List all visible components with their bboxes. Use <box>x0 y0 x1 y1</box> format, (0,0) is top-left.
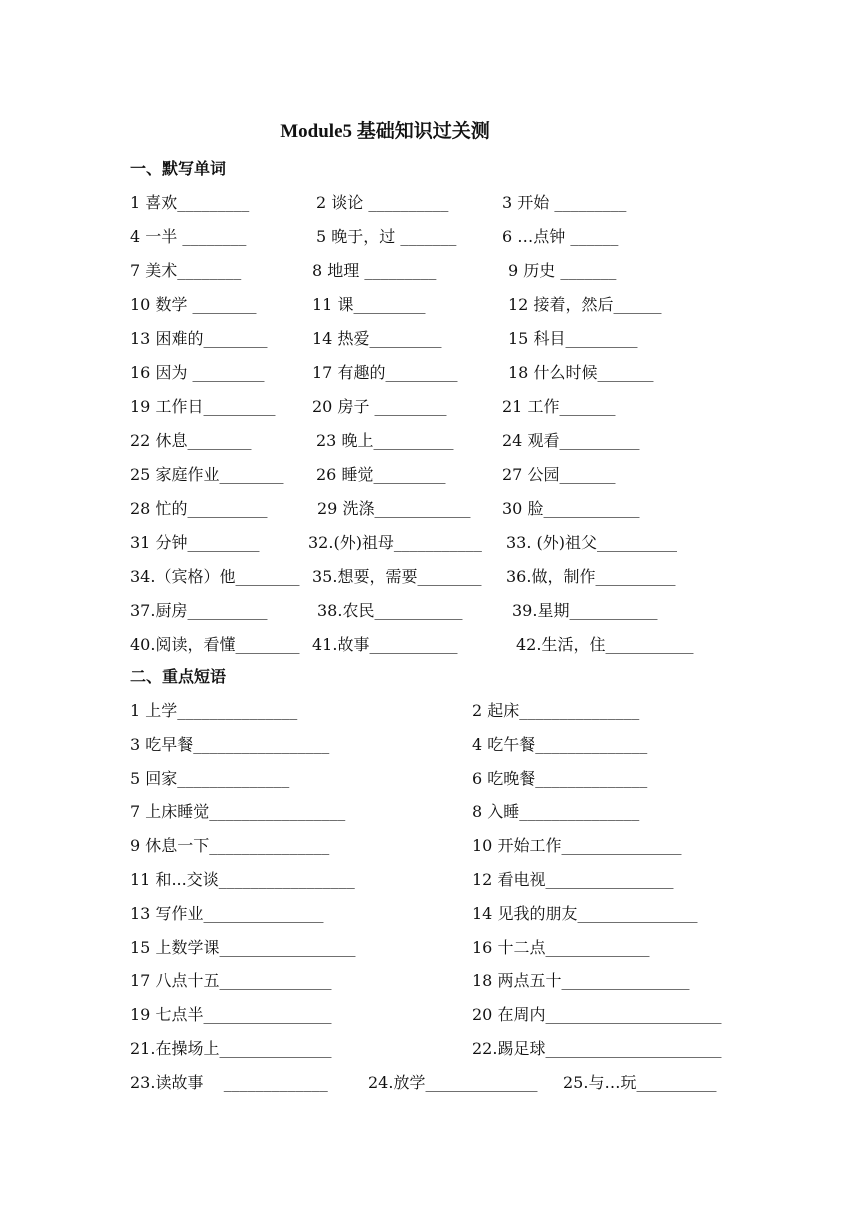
word-item: 18 什么时候_______ <box>508 363 654 382</box>
word-item: 19 工作日_________ <box>130 397 276 416</box>
phrase-item: 10 开始工作_______________ <box>472 836 682 856</box>
word-item: 29 洗涤____________ <box>317 499 471 518</box>
word-item: 37.厨房__________ <box>130 601 268 620</box>
phrase-item: 25.与…玩__________ <box>563 1073 717 1092</box>
word-item: 6 …点钟 ______ <box>502 227 619 246</box>
word-item: 17 有趣的_________ <box>312 363 458 382</box>
phrase-item: 23.读故事 _____________ <box>130 1073 328 1092</box>
phrase-item: 1 上学_______________ <box>130 701 298 720</box>
word-item: 22 休息________ <box>130 431 252 450</box>
word-item: 12 接着，然后______ <box>508 295 662 314</box>
phrase-item: 12 看电视________________ <box>472 870 674 889</box>
word-item: 33. (外)祖父__________ <box>506 533 678 552</box>
phrase-item: 11 和...交谈_________________ <box>130 870 355 889</box>
phrase-item: 20 在周内______________________ <box>472 1005 722 1025</box>
word-item: 9 历史 _______ <box>508 261 617 280</box>
page-title: Module5 基础知识过关测 <box>280 121 490 142</box>
section-heading-words: 一、默写单词 <box>130 159 227 178</box>
word-item: 26 睡觉_________ <box>316 465 446 484</box>
word-item: 34.（宾格）他________ <box>130 567 300 586</box>
phrase-item: 4 吃午餐______________ <box>472 734 648 754</box>
word-item: 7 美术________ <box>130 261 242 280</box>
phrase-item: 2 起床_______________ <box>472 701 640 720</box>
word-item: 14 热爱_________ <box>312 329 442 348</box>
phrase-item: 15 上数学课_________________ <box>130 937 356 957</box>
phrase-item: 18 两点五十________________ <box>472 971 690 991</box>
phrase-item: 9 休息一下_______________ <box>130 836 330 856</box>
phrase-item: 21.在操场上______________ <box>130 1039 332 1058</box>
word-item: 23 晚上__________ <box>316 431 454 450</box>
word-item: 39.星期___________ <box>512 601 658 620</box>
word-item: 2 谈论 __________ <box>316 193 449 212</box>
word-item: 21 工作_______ <box>502 397 616 416</box>
word-item: 42.生活，住___________ <box>516 635 694 654</box>
phrase-item: 24.放学______________ <box>368 1073 538 1092</box>
word-item: 11 课_________ <box>312 295 426 314</box>
phrase-item: 7 上床睡觉_________________ <box>130 802 346 822</box>
word-item: 5 晚于，过 _______ <box>316 227 457 246</box>
phrase-item: 13 写作业_______________ <box>130 903 324 923</box>
word-item: 10 数学 ________ <box>130 295 257 314</box>
phrase-item: 14 见我的朋友_______________ <box>472 903 698 923</box>
word-item: 32.(外)祖母___________ <box>308 533 482 552</box>
phrase-item: 3 吃早餐_________________ <box>130 734 330 754</box>
phrase-item: 6 吃晚餐______________ <box>472 768 648 788</box>
word-item: 8 地理 _________ <box>312 261 437 280</box>
phrase-item: 17 八点十五______________ <box>130 971 332 991</box>
word-item: 27 公园_______ <box>502 465 616 484</box>
word-item: 41.故事___________ <box>312 635 458 654</box>
word-item: 16 因为 _________ <box>130 363 265 382</box>
phrase-item: 22.踢足球______________________ <box>472 1039 722 1058</box>
phrase-item: 16 十二点_____________ <box>472 937 650 957</box>
word-item: 1 喜欢_________ <box>130 193 250 212</box>
word-item: 30 脸____________ <box>502 499 640 518</box>
word-item: 20 房子 _________ <box>312 397 447 416</box>
phrase-item: 5 回家______________ <box>130 768 290 788</box>
word-item: 35.想要，需要________ <box>312 567 482 586</box>
section-heading-phrases: 二、重点短语 <box>130 667 227 686</box>
word-item: 36.做，制作__________ <box>506 567 676 586</box>
word-item: 4 一半 ________ <box>130 227 247 246</box>
word-item: 24 观看__________ <box>502 431 640 450</box>
word-item: 15 科目_________ <box>508 329 638 348</box>
word-item: 25 家庭作业________ <box>130 465 284 484</box>
phrase-item: 8 入睡_______________ <box>472 802 640 822</box>
phrase-item: 19 七点半________________ <box>130 1005 332 1025</box>
word-item: 38.农民___________ <box>317 601 463 620</box>
word-item: 13 困难的________ <box>130 329 268 348</box>
word-item: 31 分钟_________ <box>130 533 260 552</box>
word-item: 3 开始 _________ <box>502 193 627 212</box>
word-item: 40.阅读，看懂________ <box>130 635 300 654</box>
word-item: 28 忙的__________ <box>130 499 268 518</box>
